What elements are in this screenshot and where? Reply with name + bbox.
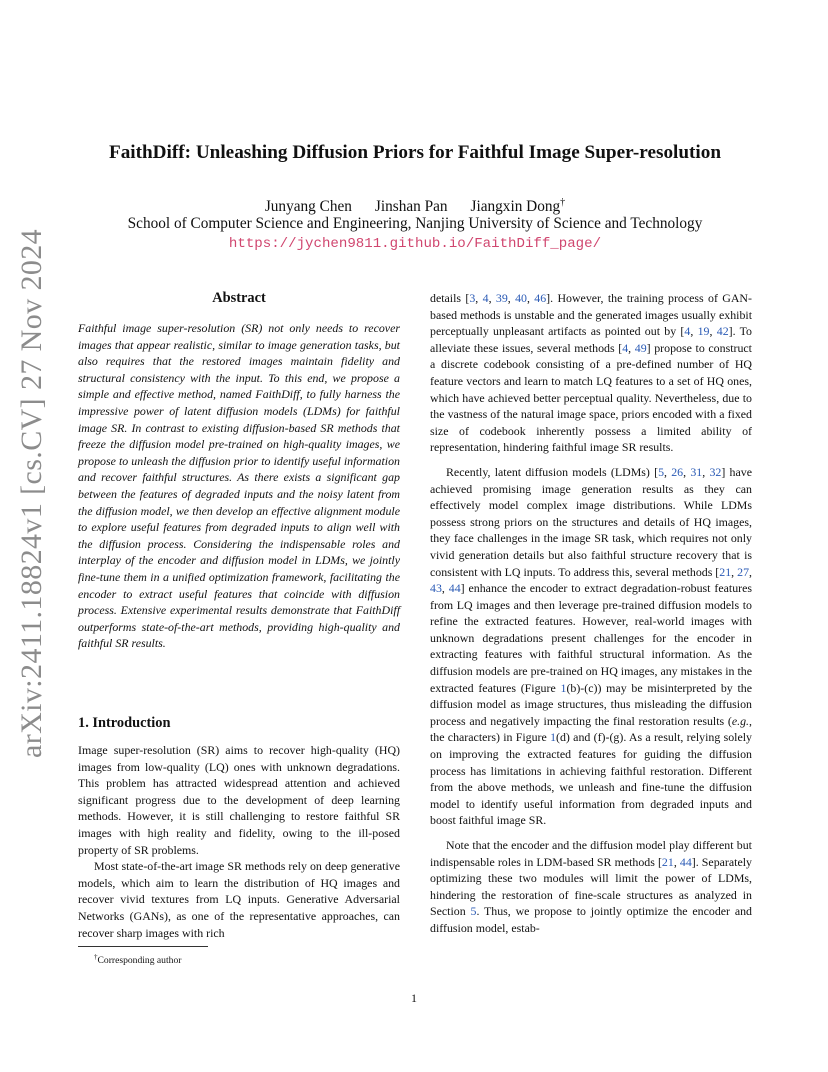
figure-reference-link[interactable]: 1 <box>560 680 567 695</box>
citation-link[interactable]: 32 <box>709 464 722 479</box>
paper-title: FaithDiff: Unleashing Diffusion Priors for Faithful Image Super-resolution <box>108 142 722 163</box>
citation-link[interactable]: 5 <box>658 464 665 479</box>
right-paragraph-3: Note that the encoder and the diffusion model play different but indispensable roles in LDM-based SR methods [21, 44]. Separately optimizing these two modules will limit the power of LDMs, hindering the restoration of fine-scale structures as analyzed in Section 5. Thus, we propose to jointly optimize the encoder and diffusion model, estab- <box>430 838 752 935</box>
footnote-divider <box>78 946 208 947</box>
citation-link[interactable]: 19 <box>697 324 710 339</box>
citation-link[interactable]: 4 <box>482 291 489 305</box>
citation-link[interactable]: 42 <box>716 324 729 339</box>
corresponding-author-mark: † <box>560 197 566 208</box>
citation-link[interactable]: 26 <box>671 464 684 479</box>
citation-link[interactable]: 40 <box>515 291 527 305</box>
right-paragraph-2: Recently, latent diffusion models (LDMs) [5, 26, 31, 32] have achieved promising image generation results as they can effectively model complex image distributions. While LDMs possess strong priors on the structures and details of HQ images, they face challenges in the image SR task, which requires not only vivid generation details but also faithful structure recovery that is consistent with LQ inputs. To address this, several methods [21, 27, 43, 44] enhance the encoder to extract degradation-robust features from LQ images and then leverage pre-trained diffusion models to refine the extracted features. However, real-world images with unknown degradations present challenges for the encoder in extracting features with faithful structural information. As the diffusion models are pre-trained on HQ images, any mistakes in the extracted features (Figure 1(b)-(c)) may be misinterpreted by the diffusion model as image structures, thus misleading the diffusion process and negatively impacting the final restoration results (e.g., the characters) in Figure 1(d) and (f)-(g). As a result, relying solely on improving the extracted features for guiding the diffusion process has limitations in achieving faithful restoration. Different from the above methods, we unleash and fine-tune the diffusion model to identify useful information from degraded inputs and boost faithful image SR. <box>430 464 753 828</box>
author-name: Jinshan Pan <box>374 198 448 216</box>
author-name: Junyang Chen <box>264 198 352 216</box>
intro-paragraph-1: Image super-resolution (SR) aims to recover high-quality (HQ) images from low-quality (LQ) ones with unknown degradations. This problem has attracted widespread attention and achieved significant progress due to the development of deep learning methods. However, it is still challenging to restore faithful SR images with high reality and fidelity, owing to the ill-posed property of SR problems. <box>78 743 400 857</box>
abstract-text: Faithful image super-resolution (SR) not only needs to recover images that appear realistic, similar to image generation tasks, but also requires that the restored images maintain fidelity and structural consistency with the input. To this end, we propose a simple and effective method, named FaithDiff, to fully harness the impressive power of latent diffusion models (LDMs) for faithful image SR. In contrast to existing diffusion-based SR methods that freeze the diffusion model pre-trained on high-quality images, we propose to unleash the diffusion prior to identify useful information and recover faithful structures. As there exists a significant gap between the features of degraded inputs and the noisy latent from the diffusion model, we then develop an effective alignment module to explore useful features from degraded inputs to align well with the diffusion process. Considering the indispensable roles and interplay of the encoder and diffusion model in LDMs, we jointly fine-tune them in a unified optimization framework, facilitating the encoder to extract useful features that coincide with diffusion process. Extensive experimental results demonstrate that FaithDiff outperforms state-of-the-art methods, providing high-quality and faithful SR results. <box>78 321 400 651</box>
intro-paragraph-2: Most state-of-the-art image SR methods rely on deep generative models, which aim to learn the distribution of HQ images and recover vivid textures from LQ inputs. Generative Adversarial Networks (GANs), as one of the representative approaches, can recover sharp images with rich <box>78 859 400 940</box>
citation-link[interactable]: 49 <box>634 340 647 355</box>
citation-link[interactable]: 21 <box>719 564 732 579</box>
citation-link[interactable]: 4 <box>622 340 629 355</box>
footnote-mark: † <box>94 953 98 961</box>
citation-link[interactable]: 4 <box>684 324 691 339</box>
footnote <box>94 951 394 967</box>
citation-link[interactable]: 39 <box>495 291 508 305</box>
abstract-column <box>78 320 400 652</box>
affiliation: School of Computer Science and Engineering, Nanjing University of Science and Technology <box>127 215 703 232</box>
citation-link[interactable]: 43 <box>430 581 442 596</box>
page-number: 1 <box>411 991 417 1005</box>
section-heading-introduction: 1. Introduction <box>78 715 171 731</box>
citation-link[interactable]: 46 <box>534 291 547 305</box>
citation-link[interactable]: 44 <box>448 581 461 596</box>
author-name: Jiangxin Dong <box>470 198 561 216</box>
citation-link[interactable]: 21 <box>661 854 674 869</box>
project-page-link[interactable]: https://jychen9811.github.io/FaithDiff_page/ <box>228 236 602 252</box>
citation-link[interactable]: 3 <box>469 291 476 305</box>
footnote-text: Corresponding author <box>97 955 182 967</box>
right-column <box>430 290 752 937</box>
abstract-heading: Abstract <box>212 290 266 306</box>
citation-link[interactable]: 44 <box>679 854 692 869</box>
citation-link[interactable]: 27 <box>737 564 750 579</box>
section-reference-link[interactable]: 5 <box>470 904 477 919</box>
right-paragraph-1: details [3, 4, 39, 40, 46]. However, the training process of GAN-based methods is unstable and the generated images usually exhibit perceptually unpleasant artifacts as pointed out by [4, 19, 42]. To alleviate these issues, several methods [4, 49] propose to construct a discrete codebook consisting of a pre-defined number of HQ feature vectors and learn to match LQ features to a set of HQ ones, which have achieved better perceptual quality. Nevertheless, due to the vastness of the natural image space, priors encoded with a fixed size of codebook inherently possess a limited ability of representation, hindering faithful image SR results. <box>430 291 753 455</box>
arxiv-identifier: arXiv:2411.18824v1 [cs.CV] 27 Nov 2024 <box>15 228 48 758</box>
introduction-column <box>78 742 400 941</box>
figure-reference-link[interactable]: 1 <box>550 730 557 745</box>
citation-link[interactable]: 31 <box>690 464 703 479</box>
